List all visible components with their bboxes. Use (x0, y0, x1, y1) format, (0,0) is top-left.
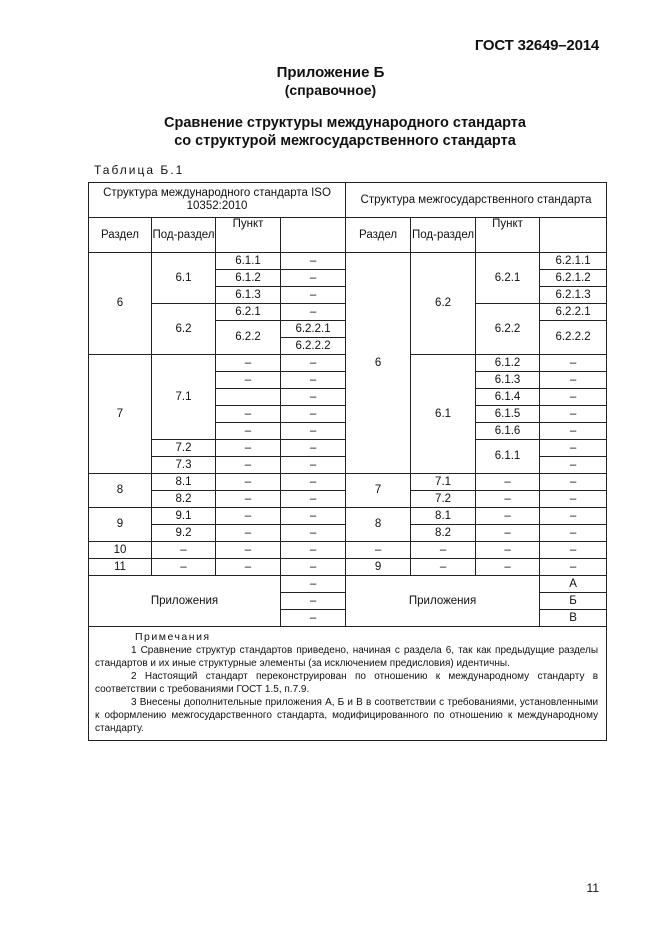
table-cell: 7.3 (152, 457, 216, 474)
table-cell: 6.2.2.1 (281, 321, 346, 338)
appendix-title-block (0, 64, 661, 99)
table-cell: 6.2.1.1 (540, 253, 607, 270)
table-cell: – (281, 355, 346, 372)
table-cell: – (476, 474, 540, 491)
appendix-subtitle: (справочное) (284, 82, 377, 98)
table-cell: – (476, 525, 540, 542)
table-cell: – (540, 474, 607, 491)
table-cell: 6.1.2 (216, 270, 281, 287)
table-cell: – (281, 389, 346, 406)
table-cell: – (540, 355, 607, 372)
table-cell: – (281, 593, 346, 610)
comparison-table (88, 182, 607, 741)
table-cell: – (281, 491, 346, 508)
table-cell: 9.2 (152, 525, 216, 542)
table-cell: – (216, 474, 281, 491)
table-cell: 9 (346, 559, 411, 576)
table-cell: 6.2.2 (476, 304, 540, 355)
table-cell: – (281, 508, 346, 525)
header-blank-interstate (540, 218, 607, 253)
table-cell: – (216, 559, 281, 576)
table-cell: – (281, 440, 346, 457)
table-cell: – (216, 406, 281, 423)
table-cell: 6 (346, 253, 411, 474)
table-cell: 6.2.2.2 (281, 338, 346, 355)
table-cell: – (152, 542, 216, 559)
appendix-title: Приложение Б (276, 64, 385, 81)
table-cell: – (281, 559, 346, 576)
appendices-label-intl: Приложения (89, 576, 281, 627)
table-cell: Б (540, 593, 607, 610)
table-cell: 6.2 (152, 304, 216, 355)
table-cell: 8.2 (152, 491, 216, 508)
table-cell: – (540, 389, 607, 406)
table-cell: 9.1 (152, 508, 216, 525)
table-cell: – (281, 474, 346, 491)
table-cell: – (281, 457, 346, 474)
table-cell: – (281, 253, 346, 270)
table-cell: 8 (346, 508, 411, 542)
header-interstate-structure: Структура межгосударственного стандарта (346, 183, 607, 218)
notes-heading: Примечания (135, 631, 211, 643)
header-section-intl: Раздел (89, 218, 152, 253)
table-cell: 7 (346, 474, 411, 508)
table-cell: – (281, 406, 346, 423)
table-cell: 7.2 (411, 491, 476, 508)
table-cell: – (281, 525, 346, 542)
table-cell: – (216, 525, 281, 542)
table-cell: 6.1.1 (216, 253, 281, 270)
table-cell: 10 (89, 542, 152, 559)
table-cell: 7 (89, 355, 152, 474)
table-cell: – (281, 270, 346, 287)
note-1: 1 Сравнение структур стандартов приведено, начиная с раздела 6, так как предыдущие разделы стандартов и их иные структурные элементы (за исключением предисловия) идентичны. (95, 645, 599, 669)
table-cell: – (281, 304, 346, 321)
table-cell: 7.2 (152, 440, 216, 457)
header-item-intl: Пункт (216, 218, 281, 253)
table-cell: 6.1.1 (476, 440, 540, 474)
table-cell: 6.1.5 (476, 406, 540, 423)
table-cell: А (540, 576, 607, 593)
table-cell: – (216, 508, 281, 525)
table-cell: 6.2.1.3 (540, 287, 607, 304)
table-cell: 7.1 (152, 355, 216, 440)
table-cell: – (540, 406, 607, 423)
table-cell: 8 (89, 474, 152, 508)
table-cell: – (216, 440, 281, 457)
standard-code: ГОСТ 32649–2014 (474, 37, 599, 54)
table-cell: – (540, 542, 607, 559)
note-3: 3 Внесены дополнительные приложения А, Б и В в соответствии с требованиями, установленными к оформлению межгосударственного стандарта, модифицированного по отношению к международному стандарту. (95, 697, 599, 734)
header-blank-intl (281, 218, 346, 253)
table-cell: – (281, 423, 346, 440)
table-cell: 6.2.2 (216, 321, 281, 355)
header-subsection-interstate: Под-раздел (411, 218, 476, 253)
header-section-interstate: Раздел (346, 218, 411, 253)
table-cell: 6.2.1 (476, 253, 540, 304)
table-cell: – (540, 525, 607, 542)
table-cell: – (281, 542, 346, 559)
table-cell: 7.1 (411, 474, 476, 491)
table-cell: 11 (89, 559, 152, 576)
notes-block (89, 627, 607, 741)
appendices-label-interstate: Приложения (346, 576, 540, 627)
table-cell: 6.2.1.2 (540, 270, 607, 287)
table-cell: – (476, 508, 540, 525)
table-heading (100, 114, 590, 150)
table-cell: – (281, 610, 346, 627)
table-cell: 6.1.3 (476, 372, 540, 389)
table-cell: – (540, 457, 607, 474)
table-cell: 6.1.3 (216, 287, 281, 304)
table-cell: – (540, 491, 607, 508)
table-cell: 6.1.6 (476, 423, 540, 440)
table-cell: – (216, 542, 281, 559)
table-cell: – (411, 542, 476, 559)
table-cell: – (216, 423, 281, 440)
table-cell (216, 389, 281, 406)
table-cell: – (540, 423, 607, 440)
table-cell: – (346, 542, 411, 559)
table-cell: 6 (89, 253, 152, 355)
table-cell: 6.2 (411, 253, 476, 355)
table-cell: В (540, 610, 607, 627)
table-label: Таблица Б.1 (94, 163, 185, 177)
table-cell: 8.1 (411, 508, 476, 525)
table-cell: 6.1 (152, 253, 216, 304)
table-cell: – (476, 491, 540, 508)
header-subsection-intl: Под-раздел (152, 218, 216, 253)
table-cell: – (281, 372, 346, 389)
table-cell: – (152, 559, 216, 576)
table-cell: – (216, 491, 281, 508)
table-cell: 9 (89, 508, 152, 542)
table-cell: 8.1 (152, 474, 216, 491)
page-number: 11 (586, 881, 599, 895)
table-cell: – (476, 542, 540, 559)
table-cell: – (540, 440, 607, 457)
heading-line-1: Сравнение структуры международного стандарта (164, 115, 526, 131)
table-cell: 6.1.4 (476, 389, 540, 406)
heading-line-2: со структурой межгосударственного стандарта (174, 133, 516, 149)
table-cell: – (216, 372, 281, 389)
header-item-interstate: Пункт (476, 218, 540, 253)
table-cell: – (281, 287, 346, 304)
table-cell: – (216, 457, 281, 474)
table-cell: – (411, 559, 476, 576)
table-cell: – (540, 559, 607, 576)
table-cell: 6.2.1 (216, 304, 281, 321)
table-cell: – (216, 355, 281, 372)
header-intl-structure: Структура международного стандарта ISO 10352:2010 (89, 183, 346, 218)
table-cell: – (281, 576, 346, 593)
table-cell: 8.2 (411, 525, 476, 542)
table-cell: 6.1.2 (476, 355, 540, 372)
note-2: 2 Настоящий стандарт переконструирован по отношению к международному стандарту в соответствии с требованиями ГОСТ 1.5, п.7.9. (95, 671, 599, 695)
table-cell: – (540, 372, 607, 389)
table-cell: 6.1 (411, 355, 476, 474)
table-cell: 6.2.2.2 (540, 321, 607, 355)
table-cell: – (540, 508, 607, 525)
table-cell: – (476, 559, 540, 576)
table-cell: 6.2.2.1 (540, 304, 607, 321)
